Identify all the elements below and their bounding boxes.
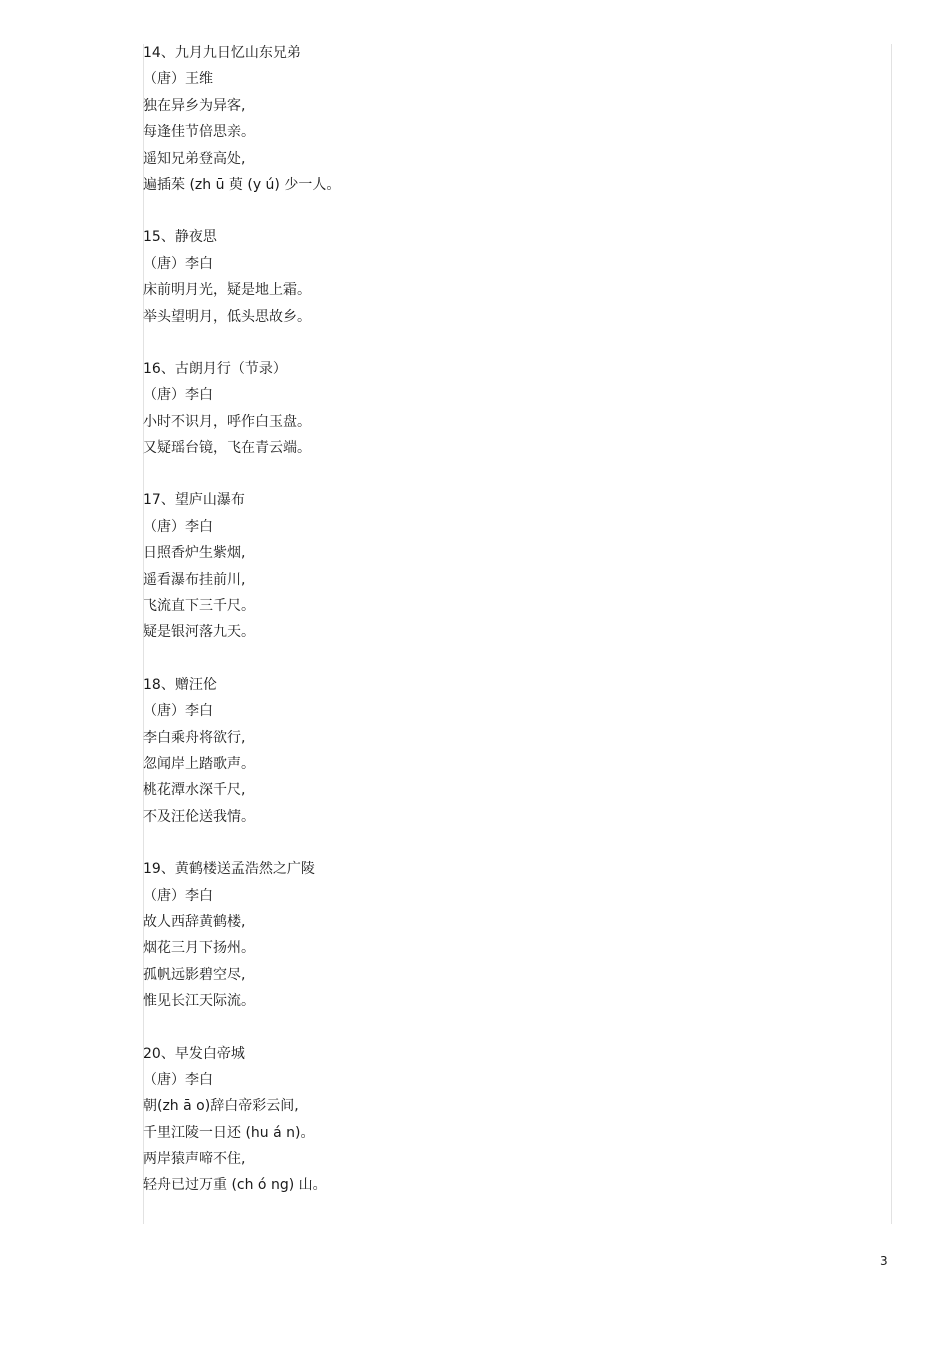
- poem-line: 烟花三月下扬州。: [143, 940, 255, 957]
- poem-author: （唐）王维: [143, 71, 213, 88]
- poem-line: 桃花潭水深千尺,: [143, 782, 246, 799]
- poem-line: 举头望明月，低头思故乡。: [143, 308, 311, 325]
- poem-title: 19、黄鹤楼送孟浩然之广陵: [143, 861, 315, 878]
- poem-14: [143, 40, 883, 198]
- poem-line: 不及汪伦送我情。: [143, 808, 255, 825]
- poem-16: [143, 356, 883, 462]
- poem-15: [143, 224, 883, 330]
- poem-line: 遥知兄弟登高处,: [143, 150, 246, 167]
- poem-19: [143, 856, 883, 1014]
- page-margin-line-right: [891, 44, 892, 1224]
- poem-line: 又疑瑶台镜，飞在青云端。: [143, 440, 311, 457]
- poem-line: 轻舟已过万重 (ch ó ng) 山。: [143, 1177, 327, 1194]
- poem-18: [143, 672, 883, 830]
- poem-author: （唐）李白: [143, 518, 213, 535]
- poem-line: 独在异乡为异客,: [143, 97, 246, 114]
- poem-title: 16、古朗月行（节录）: [143, 360, 287, 377]
- poem-line: 遍插茱 (zh ū 萸 (y ú) 少一人。: [143, 176, 341, 193]
- poem-title: 15、静夜思: [143, 229, 217, 246]
- poem-line: 千里江陵一日还 (hu á n)。: [143, 1124, 315, 1141]
- poem-author: （唐）李白: [143, 1071, 213, 1088]
- poem-line: 忽闻岸上踏歌声。: [143, 755, 255, 772]
- poem-17: [143, 487, 883, 645]
- poem-line: 每逢佳节倍思亲。: [143, 124, 255, 141]
- poem-title: 14、九月九日忆山东兄弟: [143, 45, 301, 61]
- poem-line: 遥看瀑布挂前川,: [143, 571, 246, 588]
- poem-line: 朝(zh ā o)辞白帝彩云间,: [143, 1098, 299, 1115]
- poem-title: 20、早发白帝城: [143, 1045, 245, 1062]
- poem-line: 孤帆远影碧空尽,: [143, 966, 246, 983]
- poem-line: 两岸猿声啼不住,: [143, 1151, 246, 1168]
- page-number: 3: [880, 1254, 888, 1268]
- poem-line: 故人西辞黄鹤楼,: [143, 913, 246, 930]
- poem-20: [143, 1041, 883, 1199]
- poem-author: （唐）李白: [143, 887, 213, 904]
- poem-author: （唐）李白: [143, 255, 213, 272]
- poem-line: 疑是银河落九天。: [143, 624, 255, 641]
- poem-title: 17、望庐山瀑布: [143, 492, 245, 509]
- poem-line: 飞流直下三千尺。: [143, 598, 255, 615]
- poem-line: 惟见长江天际流。: [143, 993, 255, 1010]
- poem-author: （唐）李白: [143, 387, 213, 404]
- poem-author: （唐）李白: [143, 703, 213, 720]
- poem-list: [143, 40, 883, 1225]
- poem-title: 18、赠汪伦: [143, 676, 217, 693]
- poem-line: 床前明月光，疑是地上霜。: [143, 282, 311, 299]
- poem-line: 李白乘舟将欲行,: [143, 729, 246, 746]
- poem-line: 小时不识月，呼作白玉盘。: [143, 413, 311, 430]
- poem-line: 日照香炉生紫烟,: [143, 545, 246, 562]
